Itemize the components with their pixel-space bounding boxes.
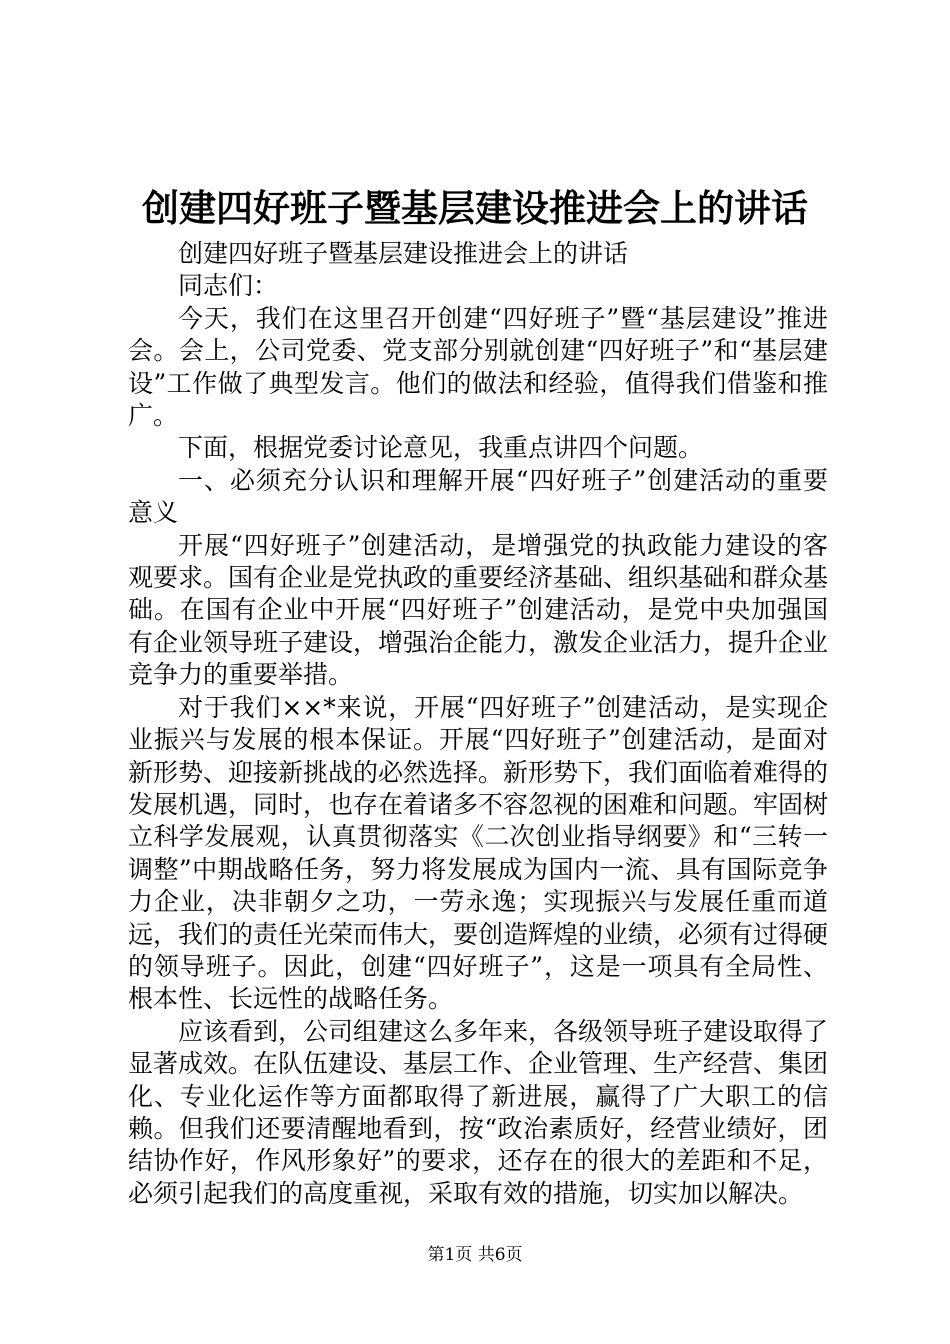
body-paragraph: 同志们： xyxy=(178,271,279,301)
page-number-footer: 第1页 共6页 xyxy=(427,1245,523,1265)
body-paragraph: 创建四好班子暨基层建设推进会上的讲话 xyxy=(178,239,629,268)
document-body xyxy=(128,238,828,1210)
body-paragraph: 应该看到，公司组建这么多年来，各级领导班子建设取得了显著成效。在队伍建设、基层工作、企业管理、生产经营、集团化、专业化运作等方面都取得了新进展，赢得了广大职工的信赖。但我们还要清醒地看到，按“政治素质好，经营业绩好，团结协作好，作风形象好”的要求，还存在的很大的差距和不足，必须引起我们的高度重视，采取有效的措施，切实加以解决。 xyxy=(128,1016,829,1208)
body-paragraph: 开展“四好班子”创建活动，是增强党的执政能力建设的客观要求。国有企业是党执政的重要经济基础、组织基础和群众基础。在国有企业中开展“四好班子”创建活动，是党中央加强国有企业领导班子建设，增强治企能力，激发企业活力，提升企业竞争力的重要举措。 xyxy=(128,530,829,690)
body-paragraph: 一、必须充分认识和理解开展“四好班子”创建活动的重要意义 xyxy=(128,465,828,528)
body-paragraph: 对于我们××*来说，开展“四好班子”创建活动，是实现企业振兴与发展的根本保证。开展“四好班子”创建活动，是面对新形势、迎接新挑战的必然选择。新形势下，我们面临着难得的发展机遇，同时，也存在着诸多不容忽视的困难和问题。牢固树立科学发展观，认真贯彻落实《二次创业指导纲要》和“三转一调整”中期战略任务，努力将发展成为国内一流、具有国际竞争力企业，决非朝夕之功，一劳永逸；实现振兴与发展任重而道远，我们的责任光荣而伟大，要创造辉煌的业绩，必须有过得硬的领导班子。因此，创建“四好班子”，这是一项具有全局性、根本性、长远性的战略任务。 xyxy=(128,692,829,1014)
body-paragraph: 今天，我们在这里召开创建“四好班子”暨“基层建设”推进会。会上，公司党委、党支部分别就创建“四好班子”和“基层建设”工作做了典型发言。他们的做法和经验，值得我们借鉴和推广。 xyxy=(128,303,828,431)
document-title: 创建四好班子暨基层建设推进会上的讲话 xyxy=(142,186,808,230)
body-paragraph: 下面，根据党委讨论意见，我重点讲四个问题。 xyxy=(178,433,704,463)
